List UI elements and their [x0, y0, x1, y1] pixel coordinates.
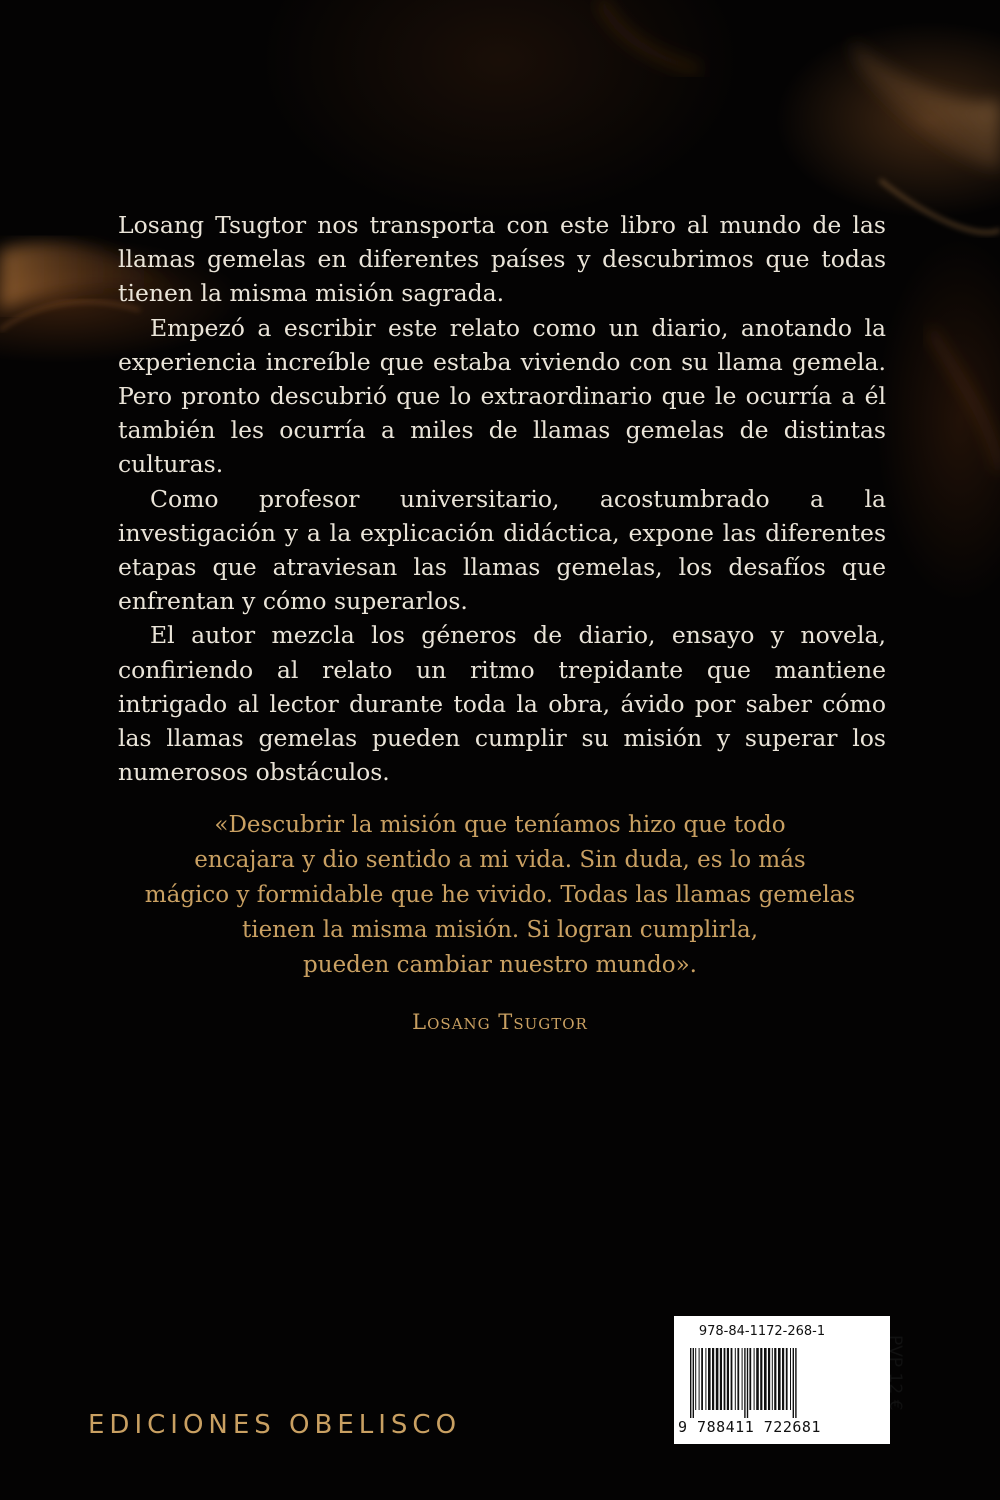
barcode-bar	[695, 1348, 696, 1410]
quote-line: encajara y dio sentido a mi vida. Sin duda, es lo más	[194, 847, 806, 873]
barcode-bar	[737, 1348, 739, 1410]
barcode-bar	[793, 1348, 794, 1418]
barcode-bar	[774, 1348, 776, 1410]
barcode-bar	[731, 1348, 733, 1410]
synopsis-paragraph-1: Losang Tsugtor nos transporta con este libro al mundo de las llamas gemelas en diferentes países y descubrimos que todas tienen la misma misión sagrada.	[118, 211, 886, 308]
barcode-bars	[688, 1348, 838, 1418]
barcode-bar	[735, 1348, 736, 1410]
barcode-bar	[724, 1348, 726, 1410]
barcode-bar	[708, 1348, 711, 1410]
synopsis-text	[118, 208, 886, 789]
barcode-bar	[782, 1348, 784, 1410]
barcode-bar	[778, 1348, 781, 1410]
barcode-bar	[699, 1348, 700, 1410]
barcode-bar	[772, 1348, 773, 1410]
synopsis-paragraph-3: Como profesor universitario, acostumbrado a la investigación y a la explicación didáctica, expone las diferentes etapas que atraviesan las llamas gemelas, los desafíos que enfrentan y cómo superarlos.	[118, 484, 886, 616]
barcode-bar	[795, 1348, 796, 1418]
barcode-bar	[790, 1348, 791, 1410]
isbn-number: 978-84-1172-268-1	[698, 1324, 826, 1339]
barcode-bar	[764, 1348, 767, 1410]
barcode-bar	[754, 1348, 755, 1410]
barcode-bar	[727, 1348, 729, 1410]
price-label: PVP 12 €	[885, 1335, 905, 1411]
quote-author-name: Losang Tsugtor	[412, 1010, 588, 1034]
synopsis-paragraph-2: Empezó a escribir este relato como un diario, anotando la experiencia increíble que estaba viviendo con su llama gemela. Pero pronto descubrió que lo extraordinario que le ocurría a él también les ocurría a miles de llamas gemelas de distintas culturas.	[118, 313, 886, 479]
synopsis-paragraph-4: El autor mezcla los géneros de diario, ensayo y novela, confiriendo al relato un ritmo trepidante que mantiene intrigado al lector durante toda la obra, ávido por saber cómo las llamas gemelas pueden cumplir su misión y superar los numerosos obstáculos.	[118, 621, 886, 787]
barcode-bar	[720, 1348, 722, 1410]
quote-line: «Descubrir la misión que teníamos hizo que todo	[214, 812, 786, 838]
publisher-name: EDICIONES OBELISCO	[88, 1410, 462, 1440]
barcode-bar	[693, 1348, 694, 1418]
barcode-bar	[690, 1348, 691, 1418]
barcode-bar	[716, 1348, 719, 1410]
barcode-bar	[705, 1348, 706, 1410]
barcode-bar	[747, 1348, 748, 1418]
barcode-bar	[742, 1348, 743, 1410]
author-quote	[140, 808, 860, 983]
barcode-bar	[760, 1348, 762, 1410]
barcode-bar	[786, 1348, 788, 1410]
ean-digits: 9 788411 722681	[678, 1418, 821, 1436]
barcode-bar	[744, 1348, 745, 1418]
barcode-bar	[756, 1348, 759, 1410]
barcode-bar	[749, 1348, 751, 1410]
barcode-bar	[701, 1348, 703, 1410]
quote-line: pueden cambiar nuestro mundo».	[303, 952, 697, 978]
quote-line: tienen la misma misión. Si logran cumplirla,	[241, 917, 759, 943]
quote-line: mágico y formidable que he vivido. Todas las llamas gemelas	[144, 882, 856, 908]
barcode-bar	[768, 1348, 770, 1410]
barcode-bar	[712, 1348, 714, 1410]
barcode-label	[674, 1316, 905, 1444]
